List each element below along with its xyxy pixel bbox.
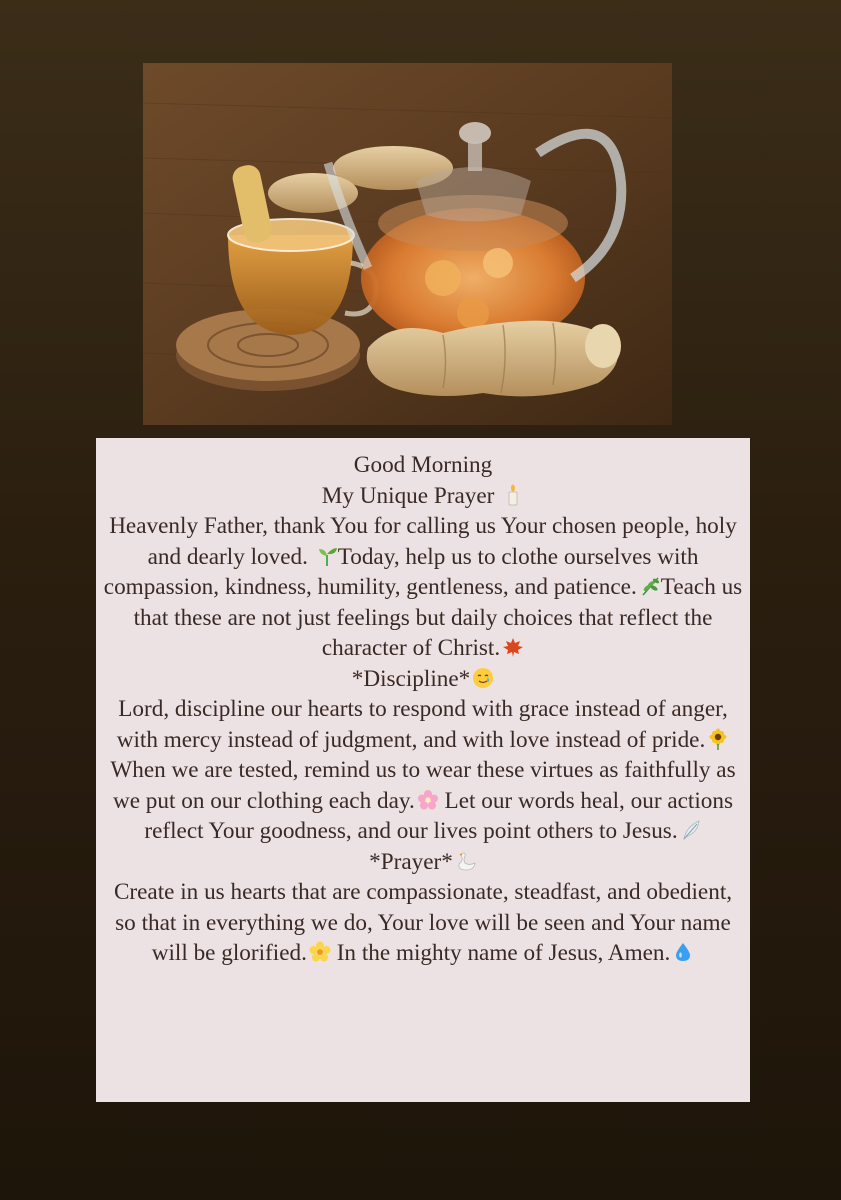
seedling-icon [316, 545, 338, 567]
herb-icon [639, 575, 661, 597]
greeting: Good Morning [353, 452, 493, 478]
droplet-icon [672, 941, 694, 963]
cherry-blossom-icon [417, 789, 439, 811]
prayer-card [96, 438, 750, 1102]
blossom-icon [309, 941, 331, 963]
paragraph-thanks: Heavenly Father, thank You for calling us Your chosen people, holy and dearly loved. Today, help us to clothe ourselves with compassion, kindness, humility, gentleness, and patience. Teach us that these are not just feelings but daily choices that reflect the character of Christ. [103, 513, 743, 661]
paragraph-prayer: Create in us hearts that are compassionate, steadfast, and obedient, so that in everything we do, Your love will be seen and Your name will be glorified. In the mighty name of Jesus, Amen. [113, 879, 733, 966]
ginger-tea-photo [143, 63, 672, 425]
paragraph-discipline: Lord, discipline our hearts to respond with grace instead of anger, with mercy instead of judgment, and with love instead of pride. When we are tested, remind us to wear these virtues as faithfully as we put on our clothing each day. Let our words heal, our actions reflect Your goodness, and our lives point others to Jesus. [110, 696, 736, 844]
swan-icon [455, 850, 477, 872]
heading-discipline: *Discipline* [102, 664, 744, 695]
smiling-face-with-tear-icon [472, 667, 494, 689]
prayer-title: My Unique Prayer [102, 481, 744, 512]
candle-icon [502, 484, 524, 506]
maple-leaf-icon [502, 636, 524, 658]
feather-icon [680, 819, 702, 841]
heading-prayer: *Prayer* [102, 847, 744, 878]
sunflower-icon [707, 728, 729, 750]
